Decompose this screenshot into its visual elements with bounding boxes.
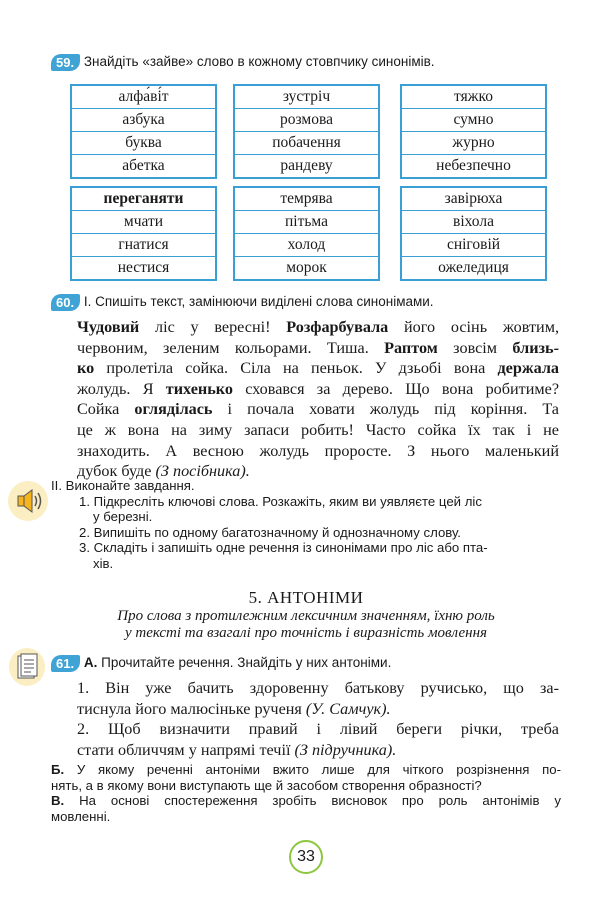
synonym-word: буква — [72, 132, 215, 155]
section-title: 5. АНТОНІМИ — [248, 588, 364, 607]
synonym-word: сумно — [402, 109, 545, 132]
question-line: мовленні. — [51, 808, 111, 824]
part2-title: ІІ. Виконайте завдання. — [51, 478, 195, 493]
subtask: у березні. — [93, 509, 153, 525]
task-60-header — [51, 294, 434, 311]
text-line: це ж вона на зиму запаси робить! Часто сойка їх так і не — [77, 420, 559, 439]
subtitle-line: Про слова з протилежним лексичним значенням, їхню роль — [117, 608, 495, 624]
synonym-box — [233, 186, 380, 281]
task-instruction: І. Спишіть текст, замінюючи виділені слова синонімами. — [83, 294, 434, 310]
label-a: А. — [83, 655, 98, 671]
synonym-word: небезпечно — [436, 157, 511, 174]
synonym-word: темрява — [235, 188, 378, 211]
sentence-line: стати обличчям у напрямі течії (З підручника). — [77, 740, 397, 759]
question-line: В. На основі спостереження зробіть висновок про роль антонімів у — [51, 793, 561, 808]
page-number: 33 — [289, 840, 323, 874]
notebook-icon — [9, 648, 45, 686]
question-line: Б. У якому реченні антоніми вжито лише для чіткого розрізнення по- — [51, 762, 562, 777]
synonym-word: переганяти — [72, 188, 215, 211]
task-instruction: Прочитайте речення. Знайдіть у них антоніми. — [101, 655, 392, 671]
task-61-questions — [51, 762, 561, 824]
sentence-line: 2. Щоб визначити правий і лівий береги річки, треба — [77, 720, 559, 739]
synonym-box — [70, 84, 217, 179]
text-line: знаходить. А весною жолудь проросте. З нього маленький — [77, 441, 559, 460]
task-61-sentences — [77, 678, 559, 760]
synonym-box — [400, 186, 547, 281]
task-number: 59. — [51, 54, 80, 71]
synonym-word: тяжко — [402, 86, 545, 109]
task-61-header — [51, 655, 391, 672]
synonym-box — [400, 84, 547, 179]
text-line: дубок буде (З посібника). — [77, 462, 250, 481]
task-59-header — [51, 54, 435, 71]
subtask: хів. — [93, 555, 114, 571]
subtask: 1. Підкресліть ключові слова. Розкажіть, яким ви уявляєте цей ліс — [79, 493, 482, 509]
synonym-word: азбука — [72, 109, 215, 132]
synonym-word: журно — [402, 132, 545, 155]
synonym-word: алфа́ві́т — [72, 86, 215, 109]
synonym-box — [233, 84, 380, 179]
synonym-word: віхола — [402, 211, 545, 234]
synonym-word: морок — [286, 259, 327, 276]
speaker-icon — [8, 481, 48, 521]
synonym-word: пітьма — [235, 211, 378, 234]
sentence-line: тиснула його малюсіньке рученя (У. Самчук). — [77, 699, 391, 718]
text-line: червоним, зеленим кольорами. Тиша. Раптом зовсім близь- — [77, 338, 559, 357]
synonym-word: розмова — [235, 109, 378, 132]
task-number: 61. — [51, 655, 80, 672]
question-line: нять, а в якому вони виступають ще й засобом створення образності? — [51, 777, 482, 793]
task-number: 60. — [51, 294, 80, 311]
text-line: жолудь. Я тихенько сховався за дерево. Що вона робитиме? — [77, 379, 560, 398]
synonym-word: ожеледиця — [438, 259, 509, 276]
synonym-word: зустріч — [235, 86, 378, 109]
synonym-word: завірюха — [402, 188, 545, 211]
task-instruction: Знайдіть «зайве» слово в кожному стовпчику синонімів. — [83, 54, 435, 70]
subtask: 3. Складіть і запишіть одне речення із синонімами про ліс або пта- — [79, 540, 488, 556]
synonym-word: мчати — [72, 211, 215, 234]
task-60-text — [77, 317, 559, 482]
subtask: 2. Випишіть по одному багатозначному й однозначному слову. — [79, 524, 461, 540]
text-line: ко пролетіла сойка. Сіла на пеньок. У дзьобі вона держала — [77, 359, 559, 378]
synonym-word: сніговій — [402, 234, 545, 257]
task-60-part2 — [51, 478, 488, 572]
synonym-word: побачення — [235, 132, 378, 155]
synonym-box — [70, 186, 217, 281]
synonym-word: гнатися — [72, 234, 215, 257]
sentence-line: 1. Він уже бачить здоровенну батькову ручисько, що за- — [77, 679, 559, 697]
synonym-word: нестися — [117, 259, 170, 276]
subtitle-line: у тексті та взагалі про точність і виразність мовлення — [125, 625, 487, 641]
text-line: Сойка огляділась і почала ховати жолудь під коріння. Та — [77, 400, 559, 419]
synonym-word: абетка — [122, 157, 165, 174]
text-line: Чудовий ліс у вересні! Розфарбувала його осінь жовтим, — [77, 318, 559, 336]
synonym-word: рандеву — [280, 157, 333, 174]
section-subtitle — [0, 608, 612, 642]
synonym-word: холод — [235, 234, 378, 257]
